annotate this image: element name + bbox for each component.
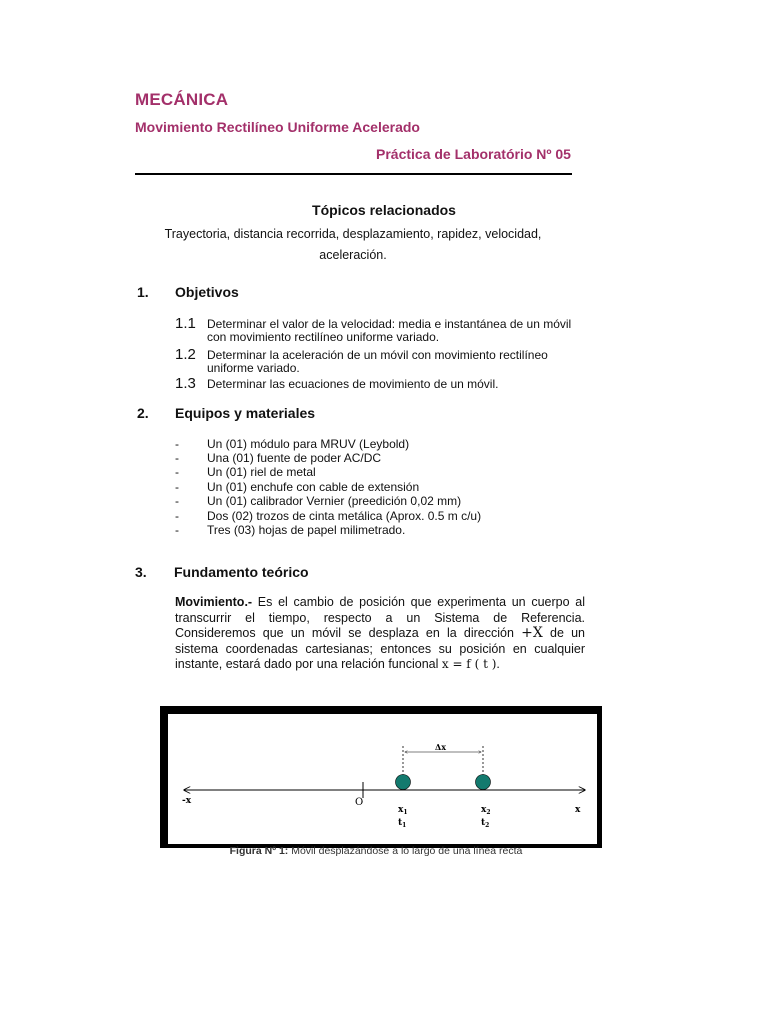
- x2-label: $x_2$: [481, 805, 491, 816]
- mobile-position-2: [476, 775, 491, 790]
- mobile-position-1: [396, 775, 411, 790]
- material-item: - Un (01) módulo para MRUV (Leybold): [175, 437, 410, 451]
- section-3-title: Fundamento teórico: [174, 564, 309, 580]
- term-movimiento: Movimiento.-: [175, 595, 253, 609]
- x1-label: $x_1$: [398, 805, 408, 816]
- section-1-number: 1.: [137, 284, 149, 300]
- section-1-title: Objetivos: [175, 284, 239, 300]
- material-item: - Tres (03) hojas de papel milimetrado.: [175, 523, 406, 537]
- topics-line-2: aceleración.: [319, 248, 387, 262]
- material-item: - Un (01) riel de metal: [175, 465, 316, 479]
- document-title: MECÁNICA: [135, 90, 229, 109]
- objective-3-number: 1.3: [175, 375, 196, 392]
- objective-1-number: 1.1: [175, 315, 196, 332]
- section-3-number: 3.: [135, 564, 147, 580]
- delta-label: Δx: [435, 742, 446, 752]
- theory-paragraph: Movimiento.- Es el cambio de posición que experimenta un cuerpo al transcurrir el tiempo, respecto a un Sistema de Referencia. Consideremos que un móvil se desplaza en la dirección +X de un sistema coordenadas cartesianas; entonces su posición en cualquier instante, estará dado por una relación funcional x = f ( t ).: [175, 595, 585, 671]
- objective-2-number: 1.2: [175, 346, 196, 363]
- t1-label: $t_1$: [398, 818, 407, 829]
- direction-symbol: +X: [521, 625, 543, 641]
- practice-number: Práctica de Laboratório Nº 05: [376, 146, 571, 162]
- section-2-title: Equipos y materiales: [175, 405, 316, 421]
- pos-x-label: x: [575, 805, 581, 815]
- material-item: - Una (01) fuente de poder AC/DC: [175, 451, 382, 465]
- objective-2-text: Determinar la aceleración de un móvil con movimiento rectilíneo uniforme variado.: [207, 348, 548, 375]
- figure-diagram: [160, 706, 602, 848]
- topics-line-1: Trayectoria, distancia recorrida, desplazamiento, rapidez, velocidad,: [164, 227, 542, 241]
- figure-caption: Figura Nº 1: Móvil desplazándose a lo largo de una línea recta: [229, 845, 523, 857]
- header-divider: [135, 173, 572, 175]
- neg-x-label: -x: [182, 796, 192, 806]
- document-subtitle: Movimiento Rectilíneo Uniforme Acelerado: [135, 119, 420, 135]
- objective-1-text: Determinar el valor de la velocidad: media e instantánea de un móvil con movimiento rectilíneo uniforme variado.: [207, 317, 572, 344]
- formula: x = f ( t ): [441, 657, 497, 671]
- objective-3-text: Determinar las ecuaciones de movimiento de un móvil.: [207, 377, 499, 391]
- section-2-number: 2.: [137, 405, 149, 421]
- t2-label: $t_2$: [481, 818, 490, 829]
- topics-heading: Tópicos relacionados: [312, 202, 456, 218]
- origin-label: O: [355, 797, 364, 808]
- material-item: - Dos (02) trozos de cinta metálica (Aprox. 0.5 m c/u): [175, 509, 482, 523]
- material-item: - Un (01) calibrador Vernier (preedición 0,02 mm): [175, 494, 462, 508]
- material-item: - Un (01) enchufe con cable de extensión: [175, 480, 420, 494]
